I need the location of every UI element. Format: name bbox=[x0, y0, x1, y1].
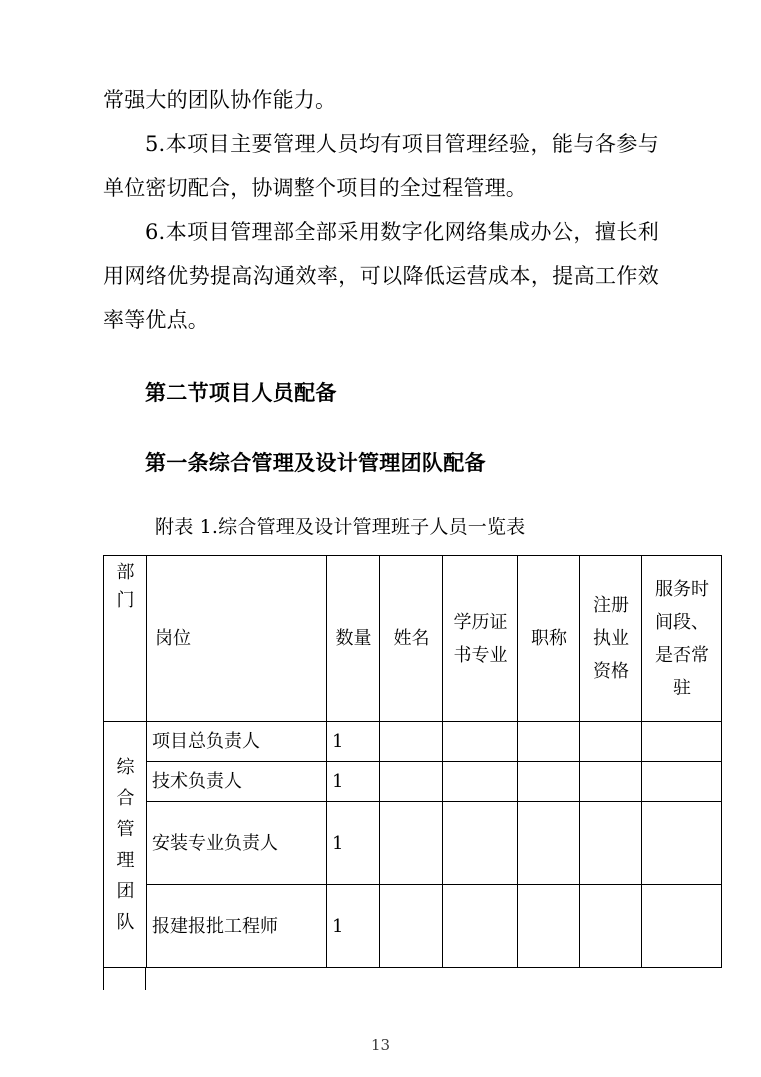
cell-position: 项目总负责人 bbox=[147, 722, 327, 762]
department-char: 综 bbox=[116, 756, 135, 778]
page-number: 13 bbox=[370, 1036, 391, 1054]
header-cell-department: 部门 bbox=[104, 556, 147, 722]
cell-service-period bbox=[642, 762, 722, 802]
cell-service-period bbox=[642, 802, 722, 885]
cell-name bbox=[380, 762, 443, 802]
article-heading-1: 第一条综合管理及设计管理团队配备 bbox=[145, 450, 486, 475]
department-char: 队 bbox=[116, 911, 135, 933]
cell-name bbox=[380, 802, 443, 885]
paragraph-item-6: 6.本项目管理部全部采用数字化网络集成办公，擅长利用网络优势提高沟通效率，可以降低运营成本，提高工作效率等优点。 bbox=[103, 220, 659, 332]
cell-education bbox=[443, 802, 518, 885]
staff-table bbox=[103, 555, 722, 968]
cell-education bbox=[443, 722, 518, 762]
paragraph-item-5: 5.本项目主要管理人员均有项目管理经验，能与各参与单位密切配合，协调整个项目的全过程管理。 bbox=[103, 132, 659, 200]
cell-quantity: 1 bbox=[327, 885, 380, 968]
cell-education bbox=[443, 762, 518, 802]
cell-education bbox=[443, 885, 518, 968]
cell-certificate bbox=[580, 885, 642, 968]
table-caption: 附表 1.综合管理及设计管理班子人员一览表 bbox=[155, 516, 526, 538]
header-cell-quantity: 数量 bbox=[327, 556, 380, 722]
cell-name bbox=[380, 885, 443, 968]
cell-quantity: 1 bbox=[327, 802, 380, 885]
header-cell-education: 学历证书专业 bbox=[443, 556, 518, 722]
header-cell-service-period: 服务时间段、是否常驻 bbox=[642, 556, 722, 722]
table-row bbox=[104, 762, 722, 802]
cell-service-period bbox=[642, 885, 722, 968]
department-char: 管 bbox=[116, 818, 135, 840]
header-cell-name: 姓名 bbox=[380, 556, 443, 722]
cell-certificate bbox=[580, 762, 642, 802]
cell-quantity: 1 bbox=[327, 722, 380, 762]
table-header-row bbox=[104, 556, 722, 722]
cell-title bbox=[518, 885, 580, 968]
department-char: 合 bbox=[116, 787, 135, 809]
cell-service-period bbox=[642, 722, 722, 762]
cell-title bbox=[518, 722, 580, 762]
department-char: 理 bbox=[116, 849, 135, 871]
department-merged-cell bbox=[104, 722, 147, 968]
table-row bbox=[104, 722, 722, 762]
staff-table-wrapper bbox=[103, 555, 709, 968]
header-cell-position: 岗位 bbox=[147, 556, 327, 722]
cell-title bbox=[518, 762, 580, 802]
header-cell-title: 职称 bbox=[518, 556, 580, 722]
page-content bbox=[103, 78, 709, 968]
cell-name bbox=[380, 722, 443, 762]
paragraph-continuation: 常强大的团队协作能力。 bbox=[103, 88, 337, 112]
table-continuation-stub bbox=[103, 968, 146, 990]
header-cell-certificate: 注册执业资格 bbox=[580, 556, 642, 722]
cell-position: 安装专业负责人 bbox=[147, 802, 327, 885]
table-row bbox=[104, 885, 722, 968]
cell-quantity: 1 bbox=[327, 762, 380, 802]
cell-certificate bbox=[580, 802, 642, 885]
cell-position: 报建报批工程师 bbox=[147, 885, 327, 968]
cell-certificate bbox=[580, 722, 642, 762]
department-char: 团 bbox=[116, 880, 135, 902]
cell-title bbox=[518, 802, 580, 885]
cell-position: 技术负责人 bbox=[147, 762, 327, 802]
table-row bbox=[104, 802, 722, 885]
section-heading-2: 第二节项目人员配备 bbox=[145, 380, 337, 405]
